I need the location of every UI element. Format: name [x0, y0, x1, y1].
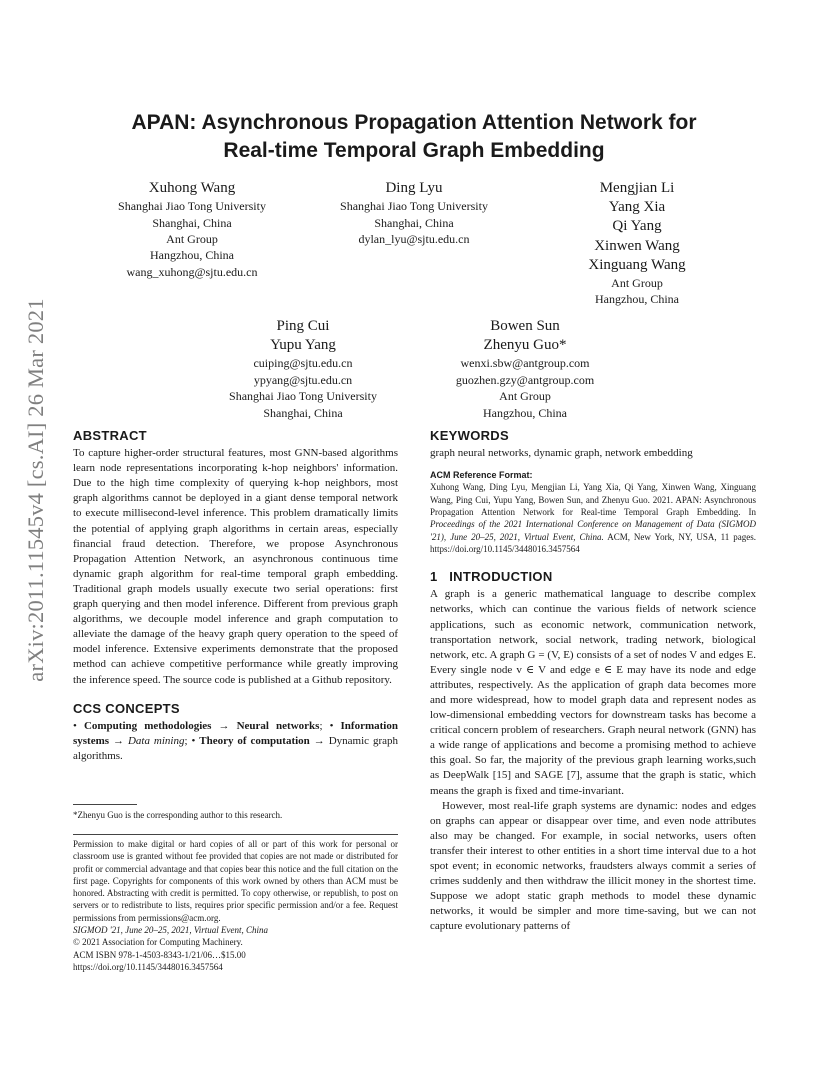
intro-paragraph-1: A graph is a generic mathematical language to describe complex networks, which can continue the various fields of network science applications, such as economic network, communication network, transportation network, social network, trading network, biological network, etc. A graph G = (V, E) consists of a set of nodes V and edges E. Every single node v ∈ V and edge e ∈ E may have its node and edge attributes, respectively. As the application of graph data becomes more and more widespread, how to model graph data and represent nodes as low-dimensional embedding vectors for downstream tasks has become a critical concern problem of researchers. Graph neural network (GNN) has a wide range of applications and become a promising method to achieve this goal. So far, the majority of the previous graph learning works,such as DeepWalk [15] and SAGE [7], assume that the graph is static, which means the graph is fixed and time-invariant. — [430, 588, 756, 797]
ccs-heading: CCS CONCEPTS — [73, 700, 180, 716]
abstract-heading: ABSTRACT — [73, 428, 147, 443]
abstract-text: To capture higher-order structural features, most GNN-based algorithms learn node representations incorporating k-hop neighbors' information. Due to the high time complexity of querying k-hop neighbors, most graph algorithms cannot be deployed in a giant dense temporal network to execute millisecond-level inference. This problem dramatically limits the potential of applying graph algorithms in certain areas, especially financial fraud detection. Therefore, we propose Asynchronous Propagation Attention Network, an asynchronous continuous time dynamic graph algorithm for real-time temporal graph embedding. Traditional graph models usually execute two serial operations: first graph querying and then model inference. Different from previous graph algorithms, we decouple model inference and graph computation to alleviate the damage of the heavy graph query operation to the speed of model inference. Extensive experiments demonstrate that the proposed method can achieve competitive performance while greatly improving the inference speed. The source code is published at a Github repository. — [73, 447, 398, 686]
author-block-lyu: Ding Lyu Shanghai Jiao Tong University Shanghai, China dylan_lyu@sjtu.edu.cn — [340, 180, 488, 247]
paper-title-line-2: Real-time Temporal Graph Embedding — [223, 139, 605, 162]
arxiv-stamp: arXiv:2011.11545v4 [cs.AI] 26 Mar 2021 — [23, 298, 48, 682]
right-column — [430, 428, 756, 935]
paper-title-line-1: APAN: Asynchronous Propagation Attention Network for — [131, 111, 697, 134]
keywords-heading: KEYWORDS — [430, 428, 509, 443]
author-block-sun-guo: Bowen Sun Zhenyu Guo* wenxi.sbw@antgroup.com guozhen.gzy@antgroup.com Ant Group Hangzhou, China — [455, 318, 595, 420]
author-block-wang: Xuhong Wang Shanghai Jiao Tong University Shanghai, China Ant Group Hangzhou, China wang_xuhong@sjtu.edu.cn — [118, 180, 266, 279]
keywords-text: graph neural networks, dynamic graph, network embedding — [430, 447, 693, 460]
footnote: *Zhenyu Guo is the corresponding author to this research. — [73, 810, 283, 820]
permission-block: Permission to make digital or hard copies of all or part of this work for personal or classroom use is granted without fee provided that copies are not made or distributed for profit or commercial advantage and that copies bear this notice and the full citation on the first page. Copyrights for components of this work owned by others than ACM must be honored. Abstracting with credit is permitted. To copy otherwise, or republish, to post on servers or to redistribute to lists, requires prior specific permission and/or a fee. Request permissions from permissions@acm.org. SIGMOD '21, June 20–25, 2021, Virtual Event, China © 2021 Association for Computing Machinery. ACM ISBN 978-1-4503-8343-1/21/06…$15.00 https://doi.org/10.1145/3448016.3457564 — [73, 839, 398, 972]
permission-rule — [73, 834, 398, 835]
intro-paragraph-2: However, most real-life graph systems are dynamic: nodes and edges on graphs can appear or disappear over time, and even node attributes also may be changed. For example, in social networks, users often transfer their interest to other entities in a short time interval due to a hot spot event; in economic networks, fraudsters always commit a series of crimes suddenly and then withdraw the illicit money in the shortest time. Suppose we adopt static graph methods to model these dynamic networks, it would be simpler and more time-saving, but we can not capture evolutionary patterns of — [430, 799, 756, 933]
left-column — [73, 428, 398, 764]
author-block-cui-yang: Ping Cui Yupu Yang cuiping@sjtu.edu.cn ypyang@sjtu.edu.cn Shanghai Jiao Tong University Shanghai, China — [229, 318, 377, 420]
ccs-concepts: • Computing methodologies → Neural networks; • Information systems → Data mining; • Theory of computation → Dynamic graph algorithms. — [73, 719, 398, 762]
acm-reference: ACM Reference Format: Xuhong Wang, Ding Lyu, Mengjian Li, Yang Xia, Qi Yang, Xinwen Wang, Xinguang Wang, Ping Cui, Yupu Yang, Bowen Sun, and Zhenyu Guo. 2021. APAN: Asynchronous Propagation Attention Network for Real-time Temporal Graph Embedding. In Proceedings of the 2021 International Conference on Management of Data (SIGMOD '21), June 20–25, 2021, Virtual Event, China. ACM, New York, NY, USA, 11 pages. https://doi.org/10.1145/3448016.3457564 — [430, 470, 756, 554]
introduction-heading: 1 INTRODUCTION — [430, 569, 553, 585]
footnote-rule — [73, 804, 137, 805]
author-block-ant-group: Mengjian Li Yang Xia Qi Yang Xinwen Wang Xinguang Wang Ant Group Hangzhou, China — [588, 180, 686, 307]
